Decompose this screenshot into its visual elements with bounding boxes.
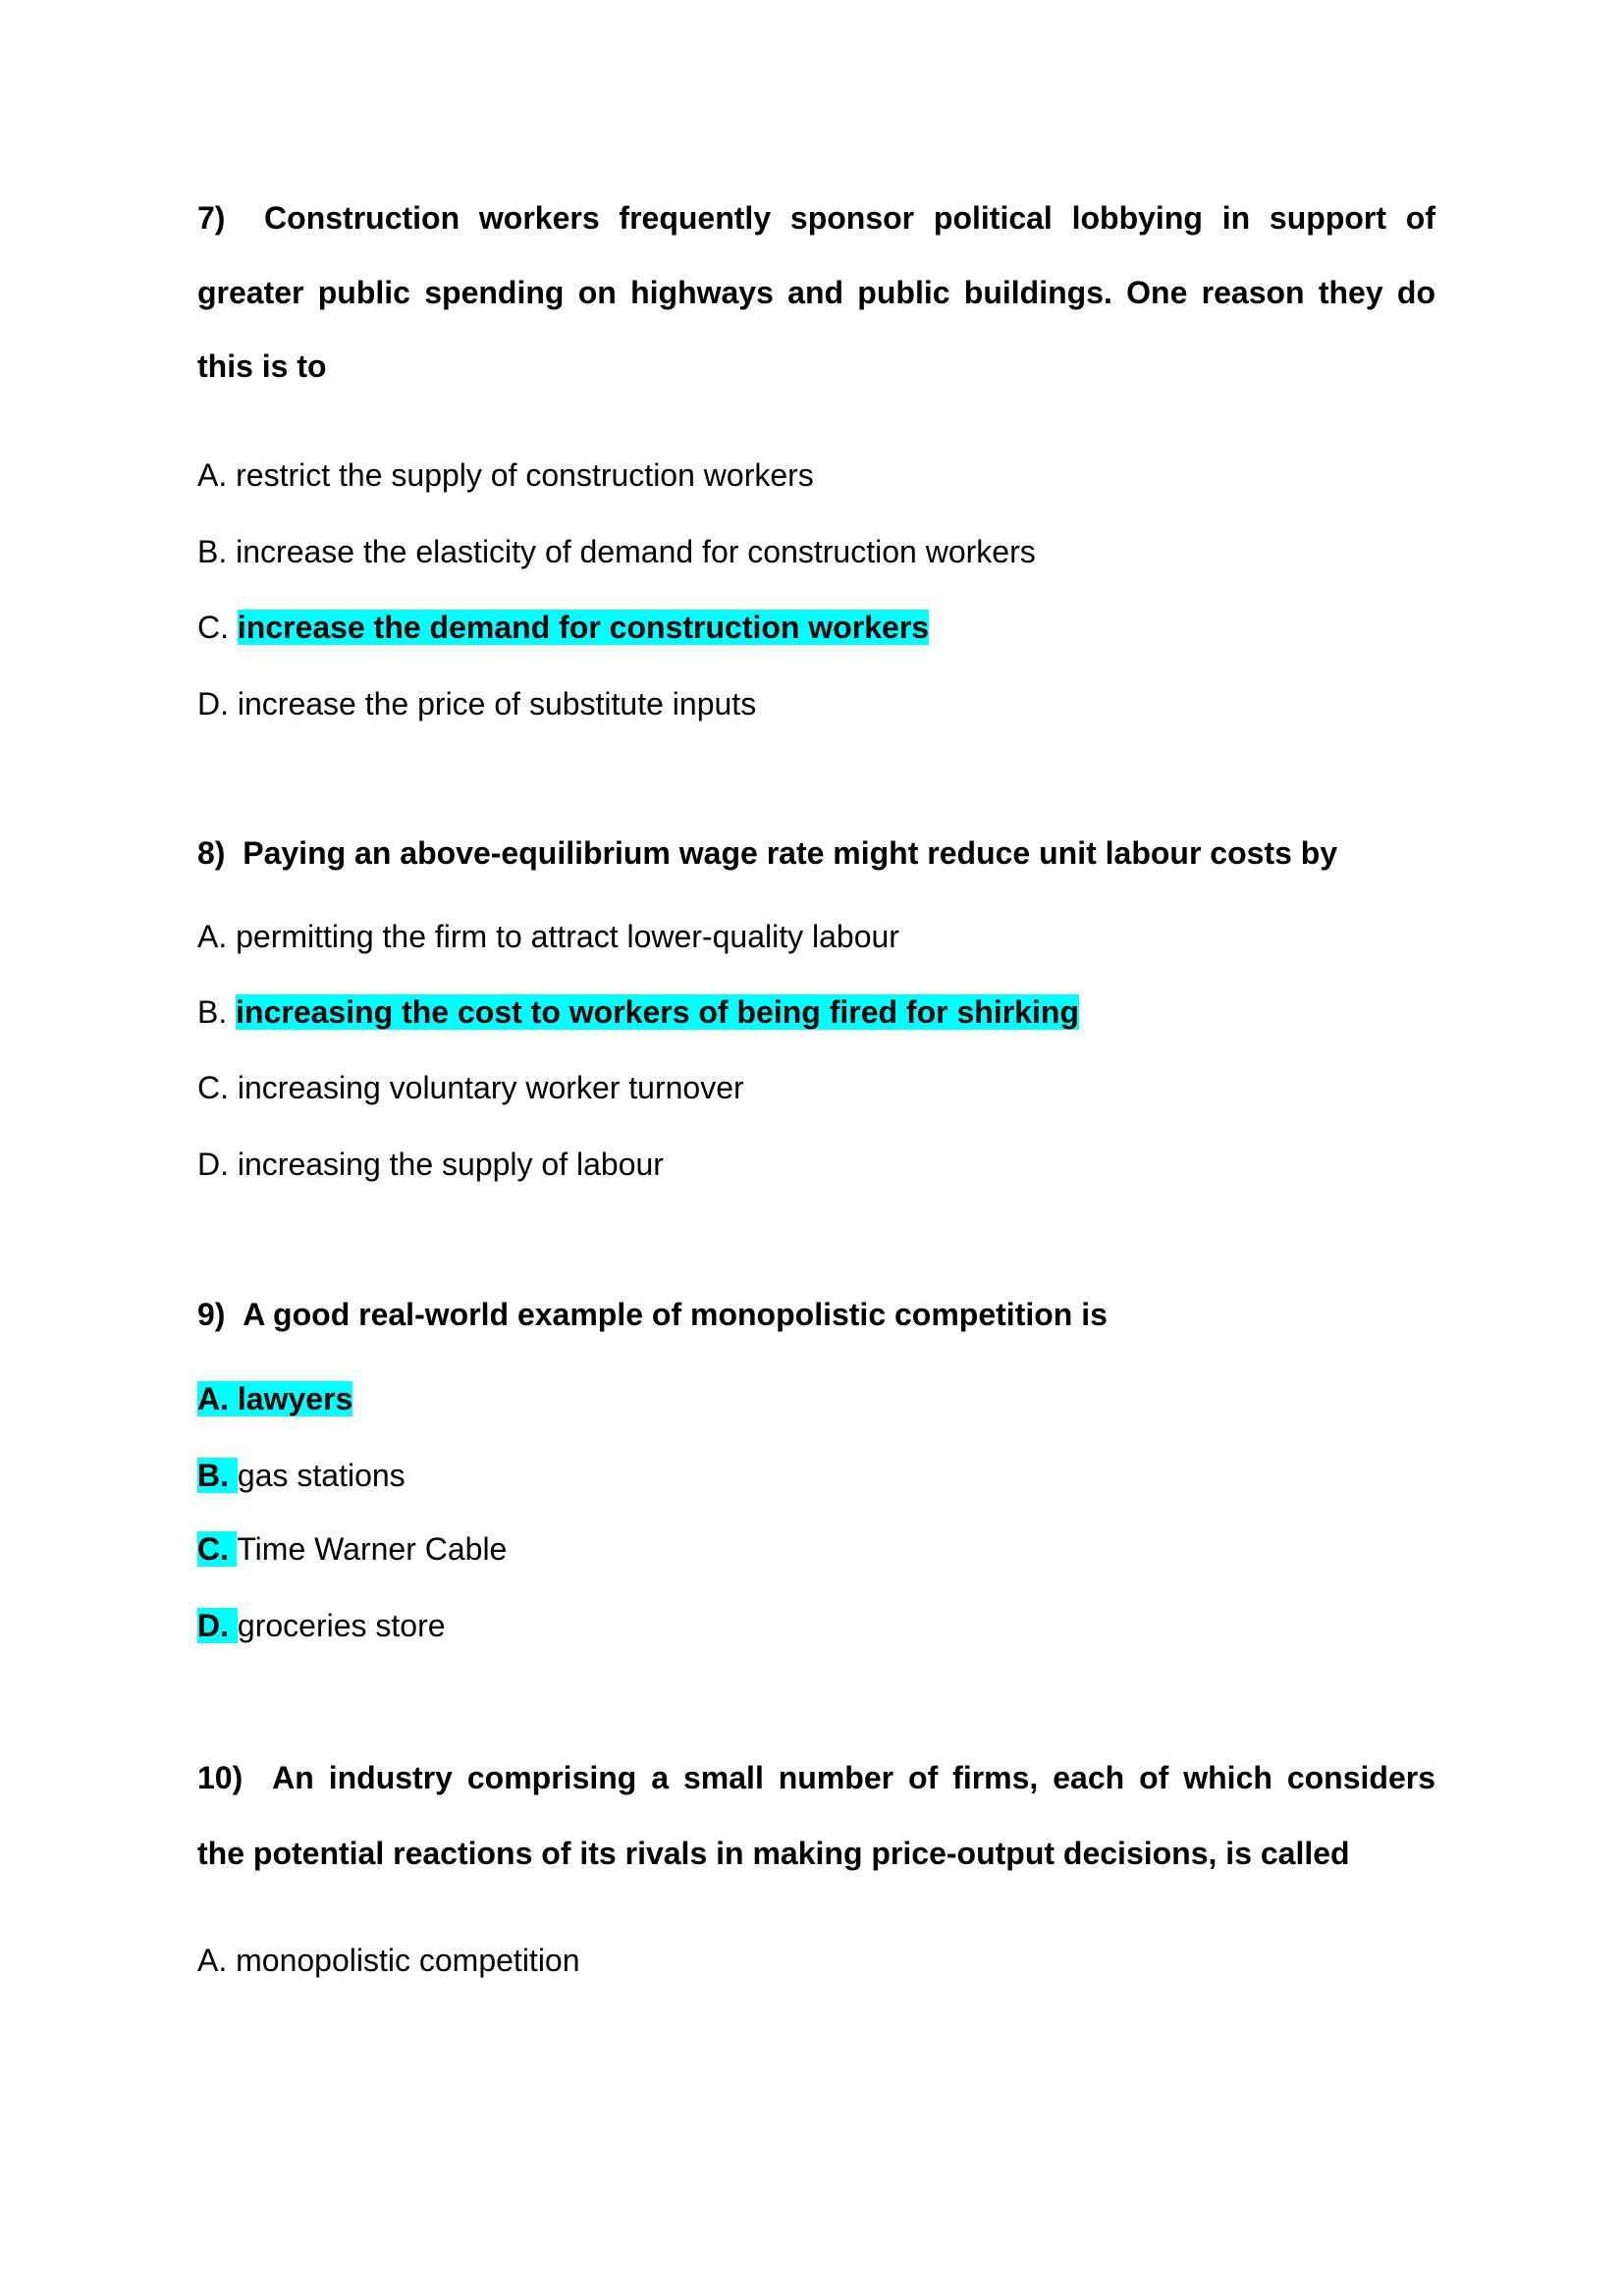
option-letter: A.	[197, 1381, 229, 1416]
option-7b	[197, 533, 1036, 570]
option-text: gas stations	[237, 1458, 406, 1493]
option-letter: A.	[197, 1943, 228, 1978]
option-letter: B.	[197, 1458, 229, 1493]
option-text: groceries store	[237, 1608, 446, 1643]
option-letter: A.	[197, 457, 228, 493]
option-text: increase the price of substitute inputs	[237, 686, 757, 721]
option-letter: B.	[197, 994, 228, 1030]
highlighted-answer: increasing the cost to workers of being fired for shirking	[236, 994, 1079, 1030]
question-7-line-2: greater public spending on highways and public buildings. One reason they do	[197, 275, 1435, 310]
option-letter: B.	[197, 534, 228, 569]
option-letter: C.	[197, 610, 229, 645]
question-text: An industry comprising a small number of firms, each of which considers	[272, 1760, 1436, 1795]
option-8c	[197, 1069, 744, 1106]
option-text: permitting the firm to attract lower-quality labour	[236, 919, 899, 954]
option-letter: A.	[197, 919, 228, 954]
option-7a	[197, 456, 814, 494]
question-7-line-3: this is to	[197, 348, 327, 384]
option-text: increase the elasticity of demand for construction workers	[236, 534, 1036, 569]
highlighted-answer: lawyers	[237, 1381, 353, 1416]
option-7d	[197, 685, 756, 722]
option-9d	[197, 1607, 446, 1644]
highlighted-answer: increase the demand for construction workers	[237, 610, 930, 645]
option-9c	[197, 1530, 507, 1568]
option-7c-correct	[197, 609, 929, 646]
question-number: 10)	[197, 1760, 243, 1795]
option-text: restrict the supply of construction workers	[236, 457, 814, 493]
question-number: 9)	[197, 1297, 226, 1332]
option-9a-correct	[197, 1380, 352, 1417]
option-10a	[197, 1942, 580, 1979]
option-letter: D.	[197, 686, 229, 721]
option-8d	[197, 1146, 664, 1183]
option-letter: C.	[197, 1070, 229, 1105]
option-text: monopolistic competition	[236, 1943, 580, 1978]
question-10-line-2: the potential reactions of its rivals in making price-output decisions, is called	[197, 1836, 1350, 1871]
option-letter: D.	[197, 1608, 229, 1643]
question-9-line-1	[197, 1296, 1108, 1333]
option-9b	[197, 1457, 406, 1494]
question-text: A good real-world example of monopolistic competition is	[243, 1297, 1108, 1332]
option-text: increasing the supply of labour	[237, 1147, 664, 1182]
question-8-line-1	[197, 834, 1337, 872]
option-text: increasing voluntary worker turnover	[237, 1070, 744, 1105]
question-7-line-1	[197, 199, 1435, 237]
option-8a	[197, 918, 899, 955]
question-text: Construction workers frequently sponsor political lobbying in support of	[264, 200, 1436, 236]
question-number: 8)	[197, 835, 226, 871]
option-letter: D.	[197, 1147, 229, 1182]
question-number: 7)	[197, 200, 226, 236]
option-text: Time Warner Cable	[237, 1531, 508, 1567]
question-10-line-1	[197, 1759, 1435, 1796]
question-text: Paying an above-equilibrium wage rate might reduce unit labour costs by	[243, 835, 1338, 871]
option-8b-correct	[197, 993, 1079, 1031]
option-letter: C.	[197, 1531, 229, 1567]
